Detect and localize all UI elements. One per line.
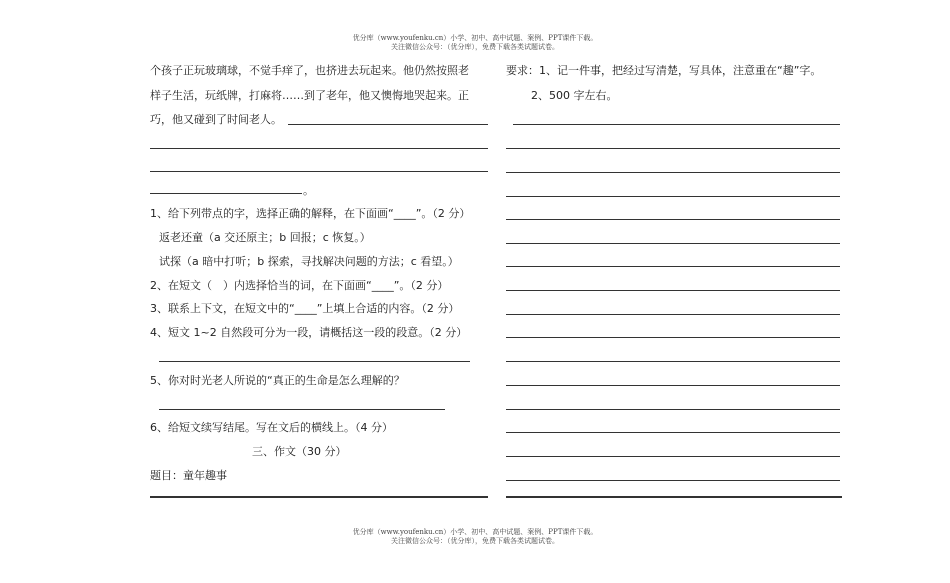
essay-requirement-1: 要求：1、记一件事，把经过写清楚，写具体，注意重在“趣”字。 (506, 64, 822, 77)
essay-line[interactable] (506, 196, 840, 197)
answer-line[interactable] (150, 193, 302, 194)
section-3-title: 三、作文（30 分） (252, 445, 347, 458)
essay-line[interactable] (506, 496, 842, 498)
question-2: 2、在短文（ ）内选择恰当的词，在下面画“____”。（2 分） (150, 279, 449, 292)
answer-line[interactable] (159, 409, 445, 410)
essay-line[interactable] (506, 148, 840, 149)
question-1-option-a: 返老还童（a 交还原主；b 回报；c 恢复。） (159, 231, 371, 244)
essay-line[interactable] (506, 361, 840, 362)
answer-line[interactable] (150, 496, 488, 498)
question-4: 4、短文 1~2 自然段可分为一段，请概括这一段的段意。（2 分） (150, 326, 468, 339)
essay-requirement-2: 2、500 字左右。 (531, 89, 618, 102)
passage-line-1: 个孩子正玩玻璃球，不觉手痒了，也挤进去玩起来。他仍然按照老 (150, 64, 469, 77)
header-line-1: 优分库（www.youfenku.cn）小学、初中、高中试题、案例、PPT课件下载。 (352, 34, 598, 42)
essay-line[interactable] (513, 124, 840, 125)
answer-line[interactable] (150, 148, 488, 149)
essay-line[interactable] (506, 337, 840, 338)
passage-line-2: 样子生活，玩纸牌，打麻将……到了老年，他又懊悔地哭起来。正 (150, 89, 469, 102)
question-5: 5、你对时光老人所说的“真正的生命是怎么理解的？ (150, 374, 405, 387)
essay-line[interactable] (506, 290, 840, 291)
footer-line-1: 优分库（www.youfenku.cn）小学、初中、高中试题、案例、PPT课件下载。 (352, 528, 598, 536)
passage-line-3: 巧，他又碰到了时间老人。 (150, 113, 282, 126)
footer-line-2: 关注微信公众号：（优分库），免费下载各类试题试卷。 (391, 537, 559, 545)
answer-line[interactable] (288, 124, 488, 125)
essay-line[interactable] (506, 219, 840, 220)
essay-line[interactable] (506, 432, 840, 433)
page-header (0, 34, 950, 52)
passage-end-mark: 。 (303, 184, 314, 197)
essay-line[interactable] (506, 409, 840, 410)
answer-line[interactable] (150, 171, 488, 172)
essay-line[interactable] (506, 172, 840, 173)
header-line-2: 关注微信公众号：（优分库），免费下载各类试题试卷。 (391, 43, 559, 51)
page-footer (0, 528, 950, 546)
essay-topic: 题目：童年趣事 (150, 469, 227, 482)
essay-line[interactable] (506, 480, 840, 481)
essay-line[interactable] (506, 456, 840, 457)
answer-line[interactable] (159, 361, 470, 362)
question-1: 1、给下列带点的字，选择正确的解释，在下面画“____”。（2 分） (150, 207, 471, 220)
question-1-option-b: 试探（a 暗中打听；b 探索，寻找解决问题的方法；c 看望。） (159, 255, 459, 268)
essay-line[interactable] (506, 266, 840, 267)
question-3: 3、联系上下文，在短文中的“____”上填上合适的内容。（2 分） (150, 302, 460, 315)
question-6: 6、给短文续写结尾。写在文后的横线上。（4 分） (150, 421, 393, 434)
essay-line[interactable] (506, 314, 840, 315)
essay-line[interactable] (506, 243, 840, 244)
essay-line[interactable] (506, 385, 840, 386)
